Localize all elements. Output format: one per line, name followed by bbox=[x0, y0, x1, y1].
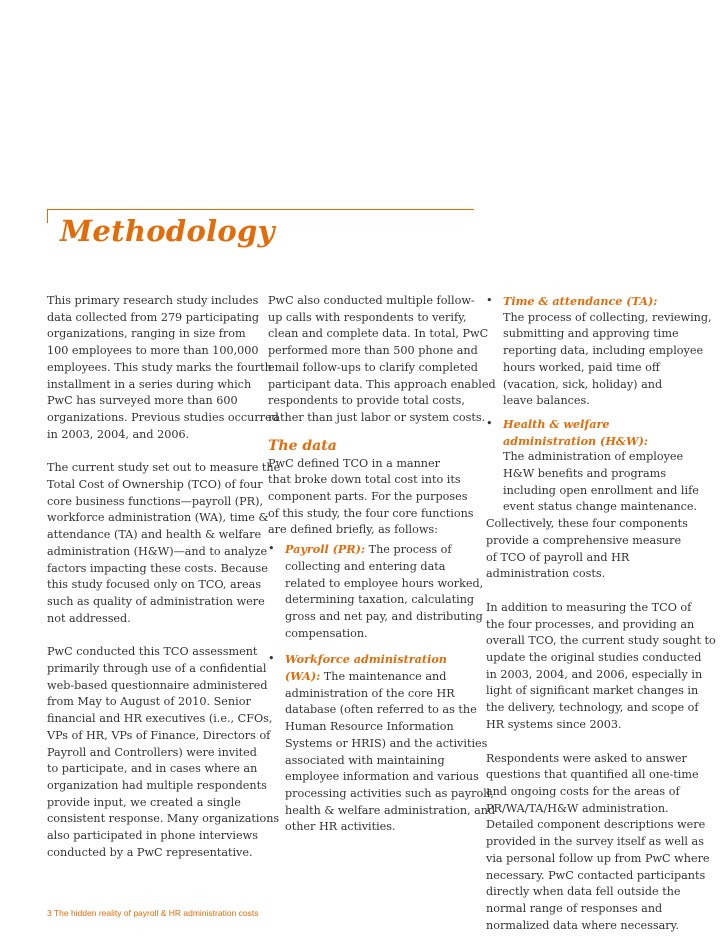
text-line: The current study set out to measure the bbox=[47, 461, 281, 475]
text-line: and ongoing costs for the areas of bbox=[486, 784, 680, 798]
text-line: HR systems since 2003. bbox=[486, 717, 622, 731]
text-line: compensation. bbox=[285, 626, 368, 640]
text-line: the four processes, and providing an bbox=[486, 617, 695, 631]
text-line: this study focused only on TCO, areas bbox=[47, 578, 262, 592]
bullet-term: (WA): bbox=[285, 669, 321, 684]
bullet-first-line bbox=[285, 541, 478, 559]
col1-paragraph-1 bbox=[47, 293, 279, 443]
bullet-workforce-administration bbox=[268, 651, 496, 836]
text-line: necessary. PwC contacted participants bbox=[486, 868, 706, 882]
column-1 bbox=[47, 293, 281, 862]
text-line: administration (H&W)—and to analyze bbox=[47, 544, 268, 558]
text-line: of this study, the four core functions bbox=[268, 506, 474, 520]
text-line: The process of collecting, reviewing, bbox=[503, 310, 712, 324]
text-line: Collectively, these four components bbox=[486, 517, 688, 531]
col3-paragraph-2 bbox=[486, 600, 716, 734]
text-line: determining taxation, calculating bbox=[285, 593, 475, 607]
text-line: provide a comprehensive measure bbox=[486, 533, 682, 547]
text-line: (vacation, sick, holiday) and bbox=[503, 377, 663, 391]
text-line: are defined briefly, as follows: bbox=[268, 523, 438, 537]
text-line: primarily through use of a confidential bbox=[47, 662, 267, 676]
text-line: in 2003, 2004, and 2006. bbox=[47, 427, 190, 441]
text-line: clean and complete data. In total, PwC bbox=[268, 327, 489, 341]
text-line: consistent response. Many organizations bbox=[47, 812, 280, 826]
text-line: Total Cost of Ownership (TCO) of four bbox=[47, 478, 263, 492]
text-line: provided in the survey itself as well as bbox=[486, 835, 704, 849]
bullet-term: Workforce administration bbox=[285, 652, 447, 667]
col2-paragraph-2 bbox=[268, 456, 478, 540]
text-line: VPs of HR, VPs of Finance, Directors of bbox=[47, 728, 271, 742]
text-line: provide input, we created a single bbox=[47, 795, 241, 809]
text-line: in 2003, 2004, and 2006, especially in bbox=[486, 667, 703, 681]
text-line: other HR activities. bbox=[285, 820, 396, 834]
text-line: reporting data, including employee bbox=[503, 344, 704, 358]
heading-rule-left bbox=[47, 209, 48, 223]
bullet-dot-icon: • bbox=[486, 416, 493, 430]
text-line: from May to August of 2010. Senior bbox=[47, 695, 251, 709]
text-line: light of significant market changes in bbox=[486, 684, 699, 698]
bullet-dot-icon: • bbox=[486, 294, 493, 307]
bullet-dot-icon: • bbox=[268, 652, 275, 666]
col2-paragraph-1 bbox=[268, 293, 496, 427]
text-line: normalized data where necessary. bbox=[486, 918, 680, 932]
text-line: collecting and entering data bbox=[285, 559, 446, 573]
bullet-term: Payroll (PR): bbox=[285, 542, 366, 557]
text-line: administration costs. bbox=[486, 567, 606, 581]
col1-paragraph-2 bbox=[47, 460, 281, 627]
text-line: In addition to measuring the TCO of bbox=[486, 600, 692, 614]
text-line: related to employee hours worked, bbox=[285, 576, 484, 590]
bullet-text: The process of bbox=[365, 543, 452, 557]
text-line: component parts. For the purposes bbox=[268, 490, 468, 504]
text-line: database (often referred to as the bbox=[285, 703, 477, 717]
text-line: event status change maintenance. bbox=[503, 500, 698, 514]
text-line: hours worked, paid time off bbox=[503, 360, 660, 374]
text-line: Systems or HRIS) and the activities bbox=[285, 736, 488, 750]
text-line: not addressed. bbox=[47, 611, 131, 625]
text-line: This primary research study includes bbox=[47, 294, 259, 307]
subheading-the-data: The data bbox=[268, 437, 337, 454]
text-line: that broke down total cost into its bbox=[268, 473, 461, 487]
text-line: normal range of responses and bbox=[486, 901, 663, 915]
text-line: of TCO of payroll and HR bbox=[486, 550, 630, 564]
text-line: Respondents were asked to answer bbox=[486, 751, 687, 765]
text-line: administration of the core HR bbox=[285, 686, 455, 700]
text-line: rather than just labor or system costs. bbox=[268, 410, 486, 424]
text-line: associated with maintaining bbox=[285, 753, 445, 767]
text-line: gross and net pay, and distributing bbox=[285, 609, 483, 623]
text-line: email follow-ups to clarify completed bbox=[268, 360, 478, 374]
bullet-time-attendance bbox=[486, 293, 712, 410]
text-line: submitting and approving time bbox=[503, 327, 679, 341]
column-2 bbox=[268, 293, 496, 836]
bullet-term: Health & welfare bbox=[503, 416, 610, 431]
text-line: The administration of employee bbox=[503, 450, 684, 464]
text-line: data collected from 279 participating bbox=[47, 310, 260, 324]
text-line: Payroll and Controllers) were invited bbox=[47, 745, 257, 759]
heading-rule-top bbox=[47, 209, 474, 210]
text-line: factors impacting these costs. Because bbox=[47, 561, 268, 575]
text-line: web-based questionnaire administered bbox=[47, 678, 268, 692]
text-line: core business functions—payroll (PR), bbox=[47, 494, 264, 508]
col3-paragraph-3 bbox=[486, 751, 710, 935]
text-line: up calls with respondents to verify, bbox=[268, 310, 467, 324]
text-line: employee information and various bbox=[285, 770, 479, 784]
page-footer: 3 The hidden reality of payroll & HR administration costs bbox=[47, 908, 259, 918]
col3-paragraph-1 bbox=[486, 516, 700, 583]
text-line: performed more than 500 phone and bbox=[268, 344, 478, 358]
column-3 bbox=[486, 293, 716, 934]
section-heading: Methodology bbox=[60, 214, 275, 248]
bullet-term: administration (H&W): bbox=[503, 433, 649, 448]
text-line: overall TCO, the current study sought to bbox=[486, 634, 716, 648]
text-line: questions that quantified all one-time bbox=[486, 768, 699, 782]
bullet-payroll bbox=[268, 541, 484, 642]
text-line: PwC has surveyed more than 600 bbox=[47, 394, 238, 408]
text-line: to participate, and in cases where an bbox=[47, 762, 258, 776]
bullet-term: Time & attendance (TA): bbox=[503, 294, 658, 308]
text-line: organizations. Previous studies occurred bbox=[47, 410, 279, 424]
col1-paragraph-3 bbox=[47, 644, 280, 861]
bullet-first-line bbox=[285, 668, 478, 686]
text-line: conducted by a PwC representative. bbox=[47, 845, 253, 859]
text-line: update the original studies conducted bbox=[486, 651, 702, 665]
text-line: organizations, ranging in size from bbox=[47, 327, 246, 341]
text-line: installment in a series during which bbox=[47, 377, 252, 391]
bullet-text: The maintenance and bbox=[320, 670, 447, 684]
text-line: leave balances. bbox=[503, 394, 590, 408]
bullet-health-welfare bbox=[486, 416, 700, 516]
text-line: employees. This study marks the fourth bbox=[47, 360, 272, 374]
text-line: PR/WA/TA/H&W administration. bbox=[486, 801, 669, 815]
text-line: processing activities such as payroll, bbox=[285, 786, 494, 800]
text-line: via personal follow up from PwC where bbox=[486, 851, 710, 865]
text-line: 100 employees to more than 100,000 bbox=[47, 344, 259, 358]
text-line: respondents to provide total costs, bbox=[268, 394, 465, 408]
text-line: PwC also conducted multiple follow- bbox=[268, 294, 475, 307]
text-line: participant data. This approach enabled bbox=[268, 377, 496, 391]
text-line: health & welfare administration, and bbox=[285, 803, 496, 817]
text-line: Detailed component descriptions were bbox=[486, 818, 706, 832]
text-line: also participated in phone interviews bbox=[47, 829, 258, 843]
text-line: Human Resource Information bbox=[285, 720, 454, 734]
text-line: PwC conducted this TCO assessment bbox=[47, 645, 258, 659]
text-line: attendance (TA) and health & welfare bbox=[47, 528, 262, 542]
text-line: the delivery, technology, and scope of bbox=[486, 701, 699, 715]
bullet-dot-icon: • bbox=[268, 542, 275, 556]
text-line: financial and HR executives (i.e., CFOs, bbox=[47, 712, 273, 726]
text-line: including open enrollment and life bbox=[503, 483, 699, 497]
text-line: organization had multiple respondents bbox=[47, 778, 267, 792]
text-line: H&W benefits and programs bbox=[503, 467, 666, 481]
text-line: directly when data fell outside the bbox=[486, 885, 681, 899]
text-line: workforce administration (WA), time & bbox=[47, 511, 269, 525]
text-line: PwC defined TCO in a manner bbox=[268, 456, 440, 470]
text-line: such as quality of administration were bbox=[47, 594, 265, 608]
